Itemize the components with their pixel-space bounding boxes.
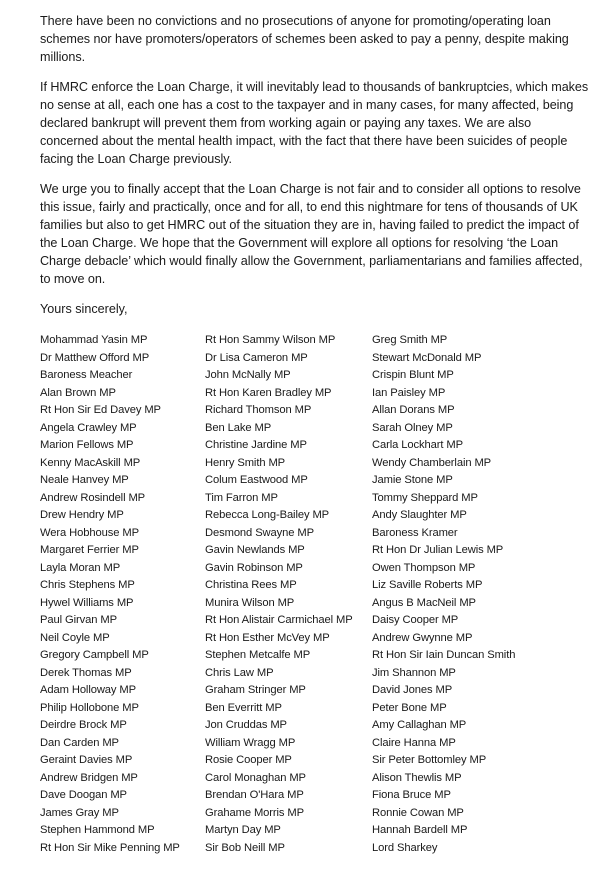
signatory-name: Liz Saville Roberts MP	[372, 579, 483, 591]
signatory-name: Carol Monaghan MP	[205, 771, 306, 784]
signatory-name: Stewart McDonald MP	[372, 351, 482, 364]
signatory-name: Gavin Newlands MP	[205, 544, 305, 556]
signatory-name: Neale Hanvey MP	[40, 474, 129, 486]
signatory-name: Stephen Hammond MP	[40, 824, 155, 836]
signatory-name: Baroness Meacher	[40, 369, 133, 381]
signatory-name: Allan Dorans MP	[372, 404, 455, 416]
signatory-name: Christine Jardine MP	[205, 439, 307, 451]
signatory-name: Jim Shannon MP	[372, 666, 456, 679]
signatory-name: William Wragg MP	[205, 736, 296, 749]
signatory-name: Rt Hon Sammy Wilson MP	[205, 334, 336, 346]
signatory-name: Munira Wilson MP	[205, 596, 295, 609]
signatory-name: Derek Thomas MP	[40, 666, 132, 679]
signatory-name: Rt Hon Esther McVey MP	[205, 631, 330, 644]
signatory-name: Angus B MacNeil MP	[372, 596, 476, 609]
signatory-name: Rt Hon Alistair Carmichael MP	[205, 614, 353, 626]
signatory-name: Brendan O'Hara MP	[205, 789, 304, 801]
signatory-name: Marion Fellows MP	[40, 439, 134, 451]
signatory-name: Fiona Bruce MP	[372, 789, 451, 801]
signatory-name: Owen Thompson MP	[372, 561, 476, 574]
signatories-list	[40, 332, 592, 872]
signatory-name: Rebecca Long-Bailey MP	[205, 509, 330, 521]
signatory-name: Ian Paisley MP	[372, 386, 446, 399]
signatory-name: Paul Girvan MP	[40, 614, 117, 626]
paragraph-urge-government: We urge you to finally accept that the Loan Charge is not fair and to consider all options to resolve this issue, fairly and practically, once and for all, to end this nightmare for tens of thousands of UK families but also to get HMRC out of the situation they are in, having failed to predict the impact of the Loan Charge. We hope that the Government will explore all options for resolving ‘the Loan Charge debacle’ which would finally allow the Government, parliamentarians and families affected, to move on.	[40, 182, 583, 286]
signatory-name: Gregory Campbell MP	[40, 649, 149, 661]
signatory-name: Adam Holloway MP	[40, 684, 137, 696]
signatory-name: Dan Carden MP	[40, 736, 119, 749]
signatory-name: Graham Stringer MP	[205, 684, 306, 696]
signatory-name: Alan Brown MP	[40, 386, 116, 399]
signatory-name: David Jones MP	[372, 684, 453, 696]
signatory-name: Ronnie Cowan MP	[372, 806, 464, 819]
signatory-name: Stephen Metcalfe MP	[205, 649, 311, 661]
signatory-name: Jamie Stone MP	[372, 474, 453, 486]
signatory-name: Ben Lake MP	[205, 421, 272, 434]
signatory-name: Andrew Rosindell MP	[40, 491, 146, 504]
letter-page	[40, 12, 592, 872]
signatory-name: Richard Thomson MP	[205, 404, 312, 416]
signatory-name: Drew Hendry MP	[40, 509, 124, 521]
signatory-name: Dr Matthew Offord MP	[40, 351, 150, 364]
signatories-column-1	[40, 332, 180, 857]
signatory-name: Philip Hollobone MP	[40, 701, 139, 714]
signatory-name: Andy Slaughter MP	[372, 509, 467, 521]
signatory-name: Andrew Gwynne MP	[372, 631, 473, 644]
signatory-name: Neil Coyle MP	[40, 631, 110, 644]
signoff: Yours sincerely,	[40, 302, 128, 316]
signatory-name: Claire Hanna MP	[372, 736, 456, 749]
signatory-name: Layla Moran MP	[40, 561, 121, 574]
signatory-name: Sir Peter Bottomley MP	[372, 754, 487, 766]
signatory-name: Henry Smith MP	[205, 456, 286, 469]
signatory-name: Chris Law MP	[205, 666, 274, 679]
signatories-column-2	[205, 332, 353, 857]
signatory-name: Rt Hon Sir Ed Davey MP	[40, 404, 161, 416]
signatory-name: Greg Smith MP	[372, 334, 448, 346]
signatory-name: Ben Everritt MP	[205, 701, 282, 714]
signatory-name: Andrew Bridgen MP	[40, 771, 138, 784]
signatory-name: Chris Stephens MP	[40, 579, 135, 591]
signatory-name: Dave Doogan MP	[40, 789, 127, 801]
signatory-name: Daisy Cooper MP	[372, 614, 459, 626]
signatory-name: Rt Hon Sir Mike Penning MP	[40, 841, 180, 854]
signatory-name: Tim Farron MP	[205, 491, 278, 504]
signatory-name: Gavin Robinson MP	[205, 561, 303, 574]
signatory-name: Wendy Chamberlain MP	[372, 456, 492, 469]
signatory-name: Amy Callaghan MP	[372, 719, 467, 731]
signatory-name: Dr Lisa Cameron MP	[205, 351, 308, 364]
signatories-column-3	[372, 332, 515, 857]
signatory-name: Rt Hon Karen Bradley MP	[205, 386, 332, 399]
signatory-name: Sir Bob Neill MP	[205, 841, 285, 854]
signatory-name: Baroness Kramer	[372, 526, 458, 539]
signatory-name: Carla Lockhart MP	[372, 439, 463, 451]
signatory-name: Rt Hon Dr Julian Lewis MP	[372, 544, 504, 556]
signatory-name: James Gray MP	[40, 806, 119, 819]
signatory-name: Rosie Cooper MP	[205, 754, 292, 766]
signatory-name: Geraint Davies MP	[40, 754, 133, 766]
signatory-name: Alison Thewlis MP	[372, 771, 462, 784]
paragraph-bankruptcies: If HMRC enforce the Loan Charge, it will inevitably lead to thousands of bankruptcies, which makes no sense at all, each one has a cost to the taxpayer and in many cases, for many affected, being declared bankrupt will prevent them from working again or paying any taxes. We are also concerned about the mental health impact, with the fact that there have been suicides of people facing the Loan Charge previously.	[40, 80, 589, 166]
signatory-name: Crispin Blunt MP	[372, 369, 454, 381]
signatory-name: Margaret Ferrier MP	[40, 544, 139, 556]
signatory-name: Mohammad Yasin MP	[40, 334, 148, 346]
signatory-name: Jon Cruddas MP	[205, 719, 287, 731]
signatory-name: Grahame Morris MP	[205, 806, 305, 819]
signatory-name: Kenny MacAskill MP	[40, 456, 141, 469]
signatory-name: Hannah Bardell MP	[372, 824, 468, 836]
signatory-name: Colum Eastwood MP	[205, 474, 308, 486]
signatory-name: Wera Hobhouse MP	[40, 526, 139, 539]
signatory-name: John McNally MP	[205, 369, 291, 381]
signatory-name: Rt Hon Sir Iain Duncan Smith	[372, 649, 516, 661]
signatory-name: Peter Bone MP	[372, 701, 447, 714]
signatory-name: Hywel Williams MP	[40, 596, 134, 609]
signatory-name: Christina Rees MP	[205, 579, 297, 591]
signatory-name: Desmond Swayne MP	[205, 526, 314, 539]
signatory-name: Martyn Day MP	[205, 824, 281, 836]
signatory-name: Deirdre Brock MP	[40, 719, 127, 731]
signatory-name: Lord Sharkey	[372, 841, 438, 854]
signatory-name: Tommy Sheppard MP	[372, 491, 478, 504]
signatory-name: Sarah Olney MP	[372, 421, 453, 434]
paragraph-prosecutions: There have been no convictions and no prosecutions of anyone for promoting/operating loan schemes nor have promoters/operators of schemes been asked to pay a penny, despite making millions.	[40, 14, 569, 64]
signatory-name: Angela Crawley MP	[40, 421, 137, 434]
